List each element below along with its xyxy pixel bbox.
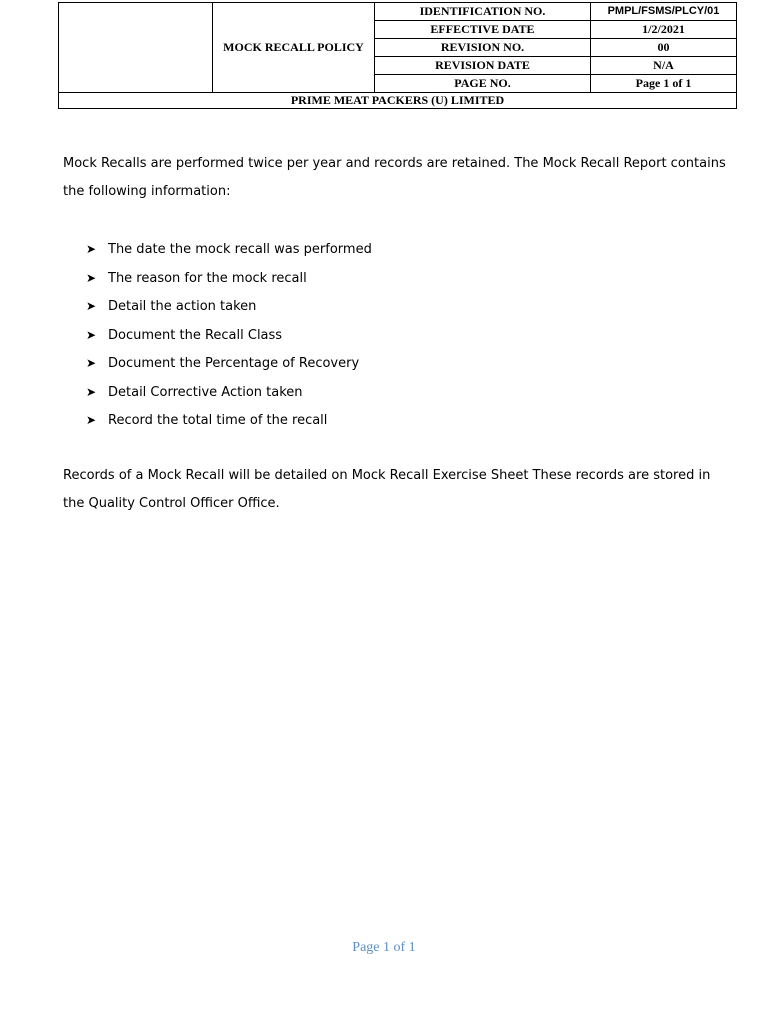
- list-item: ➤ Document the Percentage of Recovery: [86, 349, 372, 378]
- identification-value: PMPL/FSMS/PLCY/01: [591, 3, 737, 21]
- intro-paragraph: Mock Recalls are performed twice per year and records are retained. The Mock Recall Report contains the following information:: [63, 156, 726, 199]
- arrow-bullet-icon: ➤: [86, 242, 97, 256]
- list-item: ➤ The reason for the mock recall: [86, 264, 372, 293]
- page-no-value: Page 1 of 1: [591, 75, 737, 93]
- information-list: [86, 235, 372, 435]
- list-item: ➤ Detail Corrective Action taken: [86, 378, 372, 407]
- identification-label: IDENTIFICATION NO.: [375, 3, 591, 21]
- revision-no-label: REVISION NO.: [375, 39, 591, 57]
- closing-paragraph: Records of a Mock Recall will be detailed on Mock Recall Exercise Sheet These records are stored in the Quality Control Officer Office.: [63, 468, 711, 511]
- list-item: ➤ The date the mock recall was performed: [86, 235, 372, 264]
- document-header-table: [58, 2, 737, 109]
- revision-no-value: 00: [591, 39, 737, 57]
- arrow-bullet-icon: ➤: [86, 299, 97, 313]
- company-name: PRIME MEAT PACKERS (U) LIMITED: [59, 93, 737, 109]
- arrow-bullet-icon: ➤: [86, 270, 97, 285]
- arrow-bullet-icon: ➤: [86, 356, 97, 370]
- page-no-label: PAGE NO.: [375, 75, 591, 93]
- arrow-bullet-icon: ➤: [86, 413, 97, 427]
- effective-date-label: EFFECTIVE DATE: [375, 21, 591, 39]
- revision-date-label: REVISION DATE: [375, 57, 591, 75]
- logo-placeholder-cell: [59, 3, 213, 93]
- list-item: ➤ Document the Recall Class: [86, 321, 372, 350]
- arrow-bullet-icon: ➤: [86, 384, 97, 399]
- list-item: ➤ Record the total time of the recall: [86, 406, 372, 435]
- revision-date-value: N/A: [591, 57, 737, 75]
- arrow-bullet-icon: ➤: [86, 327, 97, 342]
- policy-title: MOCK RECALL POLICY: [213, 3, 375, 93]
- list-item: ➤ Detail the action taken: [86, 292, 372, 321]
- effective-date-value: 1/2/2021: [591, 21, 737, 39]
- page-footer: Page 1 of 1: [352, 940, 416, 955]
